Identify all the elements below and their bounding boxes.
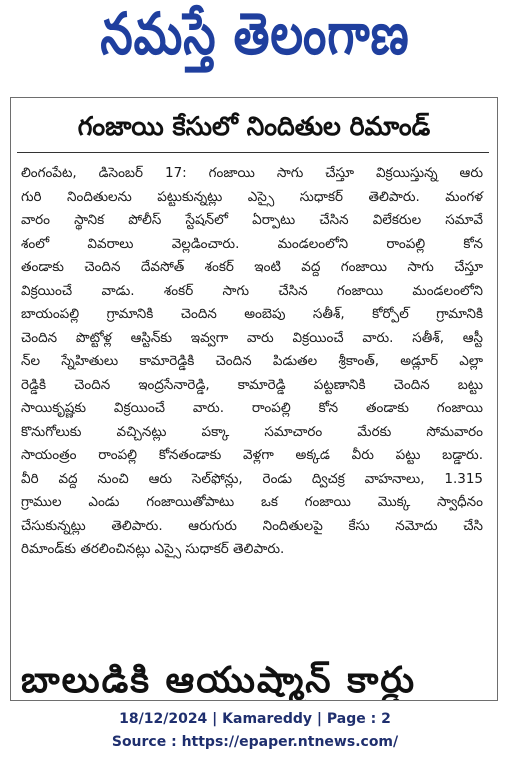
article-line: రెడ్డికి చెందిన ఇంద్రసేనారెడ్డి, కామారెడ్డి పట్టణానికి చెందిన బట్టు [21, 376, 483, 393]
article-line: వారం స్థానిక పోలీస్ స్టేషన్‌లో ఏర్పాటు చేసిన విలేకరుల సమావే [21, 212, 483, 228]
article-line: విక్రయించే వాడు. శంకర్ సాగు చేసిన గంజాయి మండలంలోని [21, 282, 483, 299]
footer-source-link[interactable]: Source : https://epaper.ntnews.com/ [111, 734, 399, 750]
article-line: లింగంపేట, డిసెంబర్ 17: గంజాయి సాగు చేస్తూ విక్రయిస్తున్న ఆరు [21, 165, 483, 181]
masthead [0, 0, 510, 82]
article-line: రిమాండ్‌కు తరలించినట్లు ఎస్సై సుధాకర్ తెలిపారు. [21, 541, 285, 557]
article-line: చేసుకున్నట్లు తెలిపారు. ఆరుగురు నిందితులపై కేసు నమోదు చేసి [21, 517, 483, 534]
article-line: వీరి వద్ద నుంచి ఆరు సెల్‌ఫోన్లు, రెండు ద్విచక్ర వాహనాలు, 1.315 [21, 470, 483, 487]
article-line: సాయికృష్ణకు విక్రయించే వారు. రాంపల్లి కోన తండాకు గంజాయి [21, 400, 483, 416]
footer-date-edition-page: 18/12/2024 | Kamareddy | Page : 2 [119, 711, 391, 727]
newspaper-logo: నమస్తే తెలంగాణ [100, 0, 410, 68]
article-line: తండాకు చెందిన దేవసోత్ శంకర్ ఇంటి వద్ద గంజాయి సాగు చేస్తూ [21, 259, 483, 275]
article-clipping [10, 97, 498, 701]
article-line: సాయంత్రం రాంపల్లి కోనతండాకు వెళ్లగా అక్కడ వీరు పట్టు బడ్డారు. [21, 447, 483, 463]
article-line: శంలో వివరాలు వెల్లడించారు. మండలంలోని రాంపల్లి కోన [21, 235, 483, 252]
article-line: బాయంపల్లి గ్రామానికి చెందిన అంబెపు సతీశ్, కోర్పోల్ గ్రామానికి [21, 306, 483, 322]
article-line: గురి నిందితులను పట్టుకున్నట్లు ఎస్సై సుధాకర్ తెలిపారు. మంగళ [21, 188, 483, 205]
headline-divider [17, 152, 489, 153]
next-article-headline-cropped: బాలుడికి ఆయుష్మాన్ కార్డు [21, 660, 417, 701]
article-headline: గంజాయి కేసులో నిందితుల రిమాండ్ [77, 112, 431, 142]
article-body [21, 162, 483, 562]
article-line: న్‌ల స్నేహితులు కామారెడ్డికి చెందిన పిడుతల శ్రీకాంత్, అడ్లూర్ ఎల్లా [21, 353, 483, 369]
article-line: గ్రాముల ఎండు గంజాయితోపాటు ఒక గంజాయి మొక్క స్వాధీనం [21, 494, 483, 510]
article-line: కొనుగోలుకు వచ్చినట్లు పక్కా సమాచారం మేరకు సోమవారం [21, 423, 483, 440]
article-line: చెందిన పొట్టోళ్ల ఆస్టిన్‌కు ఇవ్వగా వారు విక్రయించే వారు. సతీశ్, ఆస్టీ [21, 329, 483, 346]
